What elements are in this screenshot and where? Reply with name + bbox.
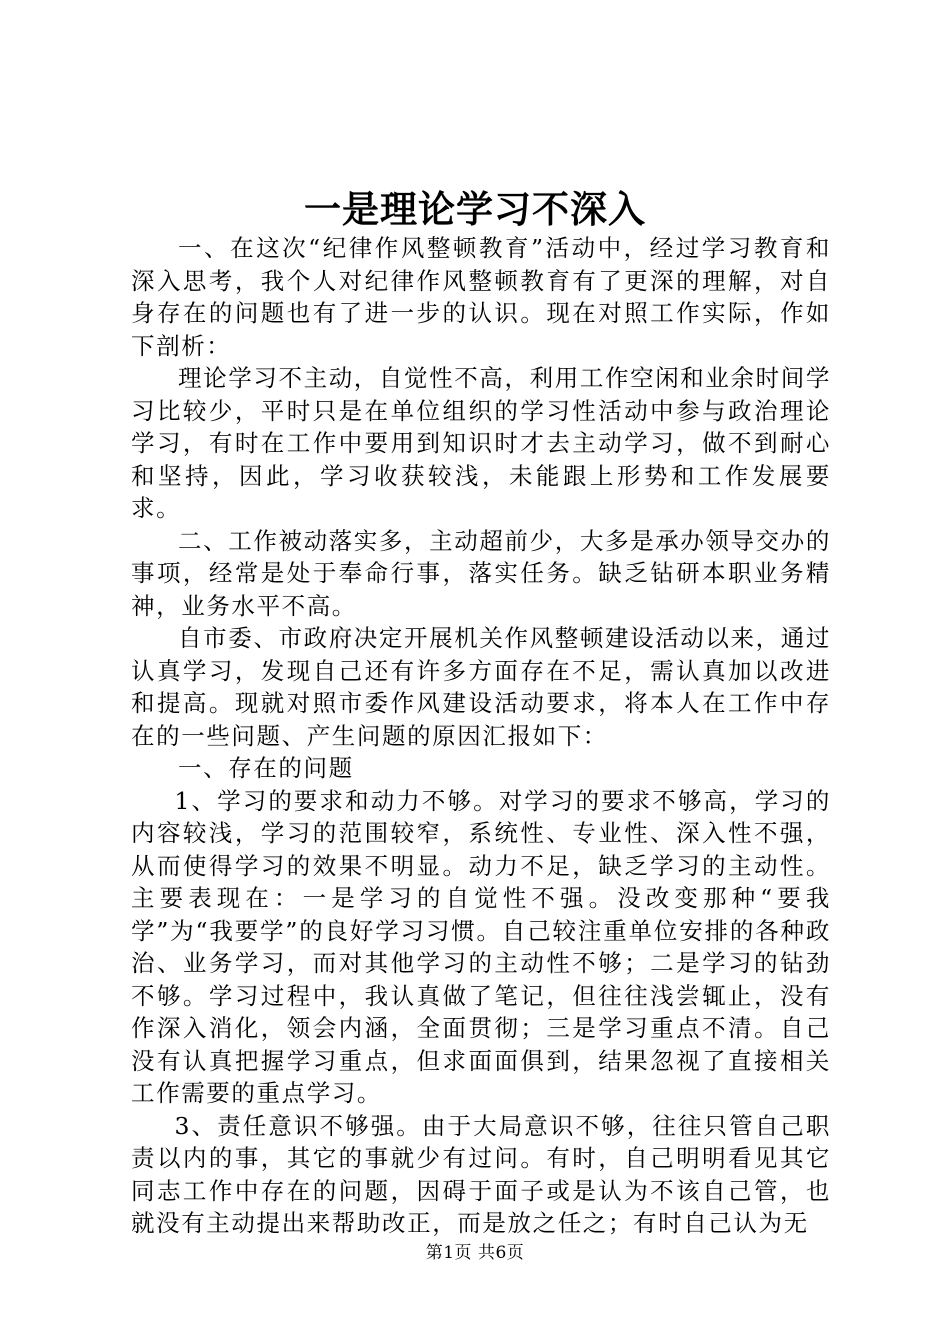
paragraph-campaign-intro: 自市委、市政府决定开展机关作风整顿建设活动以来，通过认真学习，发现自己还有许多方面存在不足，需认真加以改进和提高。现就对照市委作风建设活动要求，将本人在工作中存在的一些问题、产生问题的原因汇报如下： — [131, 624, 831, 750]
document-title: 一是理论学习不深入 — [304, 187, 646, 231]
section-heading-existing-problems: 一、存在的问题 — [178, 754, 354, 782]
paragraph-study-motivation: 1、学习的要求和动力不够。对学习的要求不够高，学习的内容较浅，学习的范围较窄，系统性、专业性、深入性不强，从而使得学习的效果不明显。动力不足，缺乏学习的主动性。主要表现在：一是学习的自觉性不强。没改变那种“要我学”为“我要学”的良好学习习惯。自己较注重单位安排的各种政治、业务学习，而对其他学习的主动性不够；二是学习的钻劲不够。学习过程中，我认真做了笔记，但往往浅尝辄止，没有作深入消化，领会内涵，全面贯彻；三是学习重点不清。自己没有认真把握学习重点，但求面面俱到，结果忽视了直接相关工作需要的重点学习。 — [131, 786, 831, 1107]
paragraph-responsibility: 3、责任意识不够强。由于大局意识不够，往往只管自己职责以内的事，其它的事就少有过问。有时，自己明明看见其它同志工作中存在的问题，因碍于面子或是认为不该自己管，也就没有主动提出来帮助改正，而是放之任之；有时自己认为无 — [131, 1111, 831, 1237]
page-footer: 第1页 共6页 — [425, 1243, 525, 1263]
paragraph-intro: 一、在这次“纪律作风整顿教育”活动中，经过学习教育和深入思考，我个人对纪律作风整顿教育有了更深的理解，对自身存在的问题也有了进一步的认识。现在对照工作实际，作如下剖析： — [131, 234, 831, 360]
paragraph-theory-study: 理论学习不主动，自觉性不高，利用工作空闲和业余时间学习比较少，平时只是在单位组织的学习性活动中参与政治理论学习，有时在工作中要用到知识时才去主动学习，做不到耐心和坚持，因此，学习收获较浅，未能跟上形势和工作发展要求。 — [131, 364, 831, 522]
paragraph-work-passive: 二、工作被动落实多，主动超前少，大多是承办领导交办的事项，经常是处于奉命行事，落实任务。缺乏钻研本职业务精神，业务水平不高。 — [131, 526, 831, 620]
document-body — [131, 232, 831, 1240]
